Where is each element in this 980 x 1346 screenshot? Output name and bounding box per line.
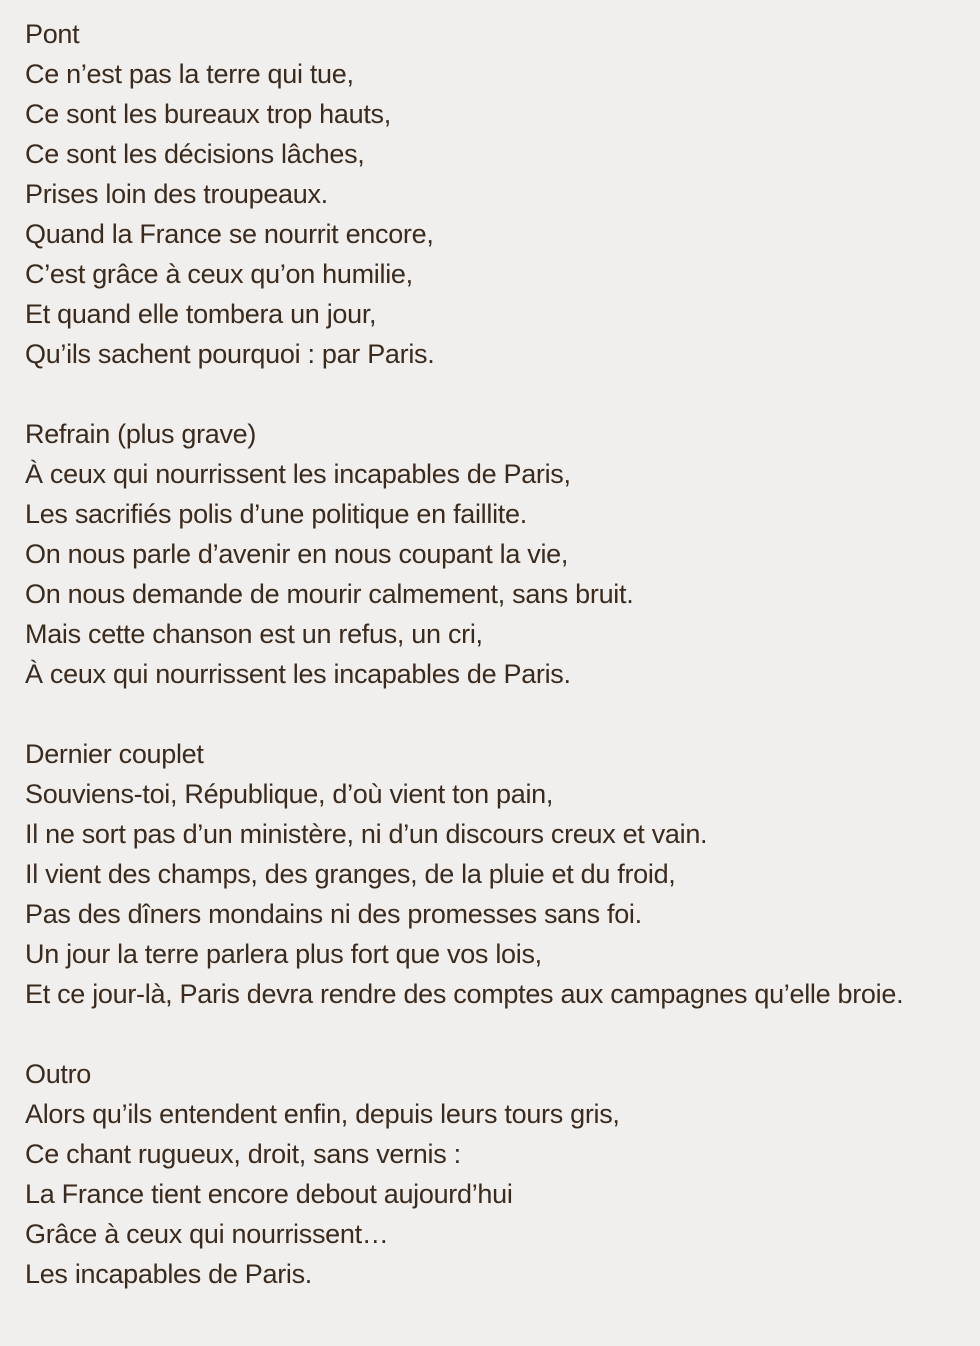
lyric-line: Les sacrifiés polis d’une politique en faillite. xyxy=(25,499,527,529)
lyric-line: Outro xyxy=(25,1059,92,1089)
lyric-line: Un jour la terre parlera plus fort que vos lois, xyxy=(25,939,542,969)
lyric-line: La France tient encore debout aujourd’hui xyxy=(25,1179,513,1209)
lyric-line: Alors qu’ils entendent enfin, depuis leurs tours gris, xyxy=(25,1099,620,1129)
lyric-line: Mais cette chanson est un refus, un cri, xyxy=(25,619,483,649)
lyric-line: Et ce jour-là, Paris devra rendre des comptes aux campagnes qu’elle broie. xyxy=(25,979,904,1009)
lyric-line: À ceux qui nourrissent les incapables de Paris. xyxy=(25,659,571,689)
lyric-line: Quand la France se nourrit encore, xyxy=(25,219,434,249)
stanza xyxy=(25,734,955,1014)
lyric-line: On nous parle d’avenir en nous coupant la vie, xyxy=(25,539,569,569)
lyrics-text xyxy=(25,14,955,1294)
lyric-line: On nous demande de mourir calmement, sans bruit. xyxy=(25,579,634,609)
lyric-line: Les incapables de Paris. xyxy=(25,1259,312,1289)
lyric-line: Il ne sort pas d’un ministère, ni d’un discours creux et vain. xyxy=(25,819,708,849)
lyric-line: Il vient des champs, des granges, de la pluie et du froid, xyxy=(25,859,676,889)
lyric-line: Ce sont les bureaux trop hauts, xyxy=(25,99,391,129)
stanza xyxy=(25,1054,955,1294)
stanza xyxy=(25,14,955,374)
lyric-line: Souviens-toi, République, d’où vient ton pain, xyxy=(25,779,554,809)
lyric-line: Grâce à ceux qui nourrissent… xyxy=(25,1219,389,1249)
lyric-line: C’est grâce à ceux qu’on humilie, xyxy=(25,259,413,289)
lyric-line: Dernier couplet xyxy=(25,739,204,769)
lyric-line: Qu’ils sachent pourquoi : par Paris. xyxy=(25,339,435,369)
lyric-line: Ce sont les décisions lâches, xyxy=(25,139,365,169)
lyric-line: Pas des dîners mondains ni des promesses sans foi. xyxy=(25,899,642,929)
lyric-line: Refrain (plus grave) xyxy=(25,419,257,449)
lyric-line: Ce n’est pas la terre qui tue, xyxy=(25,59,354,89)
lyric-line: Prises loin des troupeaux. xyxy=(25,179,328,209)
stanza xyxy=(25,414,955,694)
lyric-line: Pont xyxy=(25,19,80,49)
lyric-line: À ceux qui nourrissent les incapables de Paris, xyxy=(25,459,571,489)
lyric-line: Ce chant rugueux, droit, sans vernis : xyxy=(25,1139,461,1169)
lyric-line: Et quand elle tombera un jour, xyxy=(25,299,377,329)
